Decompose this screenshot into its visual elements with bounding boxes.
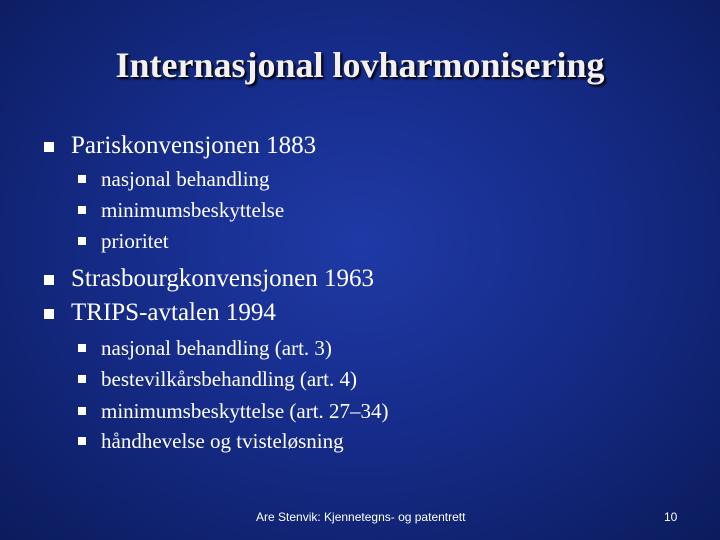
footer-text: Are Stenvik: Kjennetegns- og patentrett [256, 510, 466, 524]
bullet-text: nasjonal behandling (art. 3) [101, 336, 332, 360]
bullet-text: Strasbourgkonvensjonen 1963 [71, 265, 374, 292]
square-bullet-icon [78, 206, 86, 214]
square-bullet-icon [78, 175, 86, 183]
bullet-text: TRIPS-avtalen 1994 [71, 299, 276, 326]
square-bullet-icon [78, 407, 86, 415]
bullet-text: Pariskonvensjonen 1883 [71, 132, 317, 159]
square-bullet-icon [44, 309, 54, 319]
square-bullet-icon [44, 275, 54, 285]
bullet-text: bestevilkårsbehandling (art. 4) [101, 367, 357, 391]
slide-title: Internasjonal lovharmonisering [115, 45, 605, 85]
square-bullet-icon [78, 375, 86, 383]
bullet-text: håndhevelse og tvisteløsning [101, 429, 344, 453]
bullet-text: minimumsbeskyttelse (art. 27–34) [101, 399, 389, 423]
square-bullet-icon [44, 142, 54, 152]
bullet-text: minimumsbeskyttelse [101, 198, 285, 222]
square-bullet-icon [78, 344, 86, 352]
bullet-text: prioritet [101, 229, 169, 253]
square-bullet-icon [78, 237, 86, 245]
bullet-text: nasjonal behandling [101, 167, 270, 191]
page-number: 10 [664, 510, 678, 524]
square-bullet-icon [78, 437, 86, 445]
